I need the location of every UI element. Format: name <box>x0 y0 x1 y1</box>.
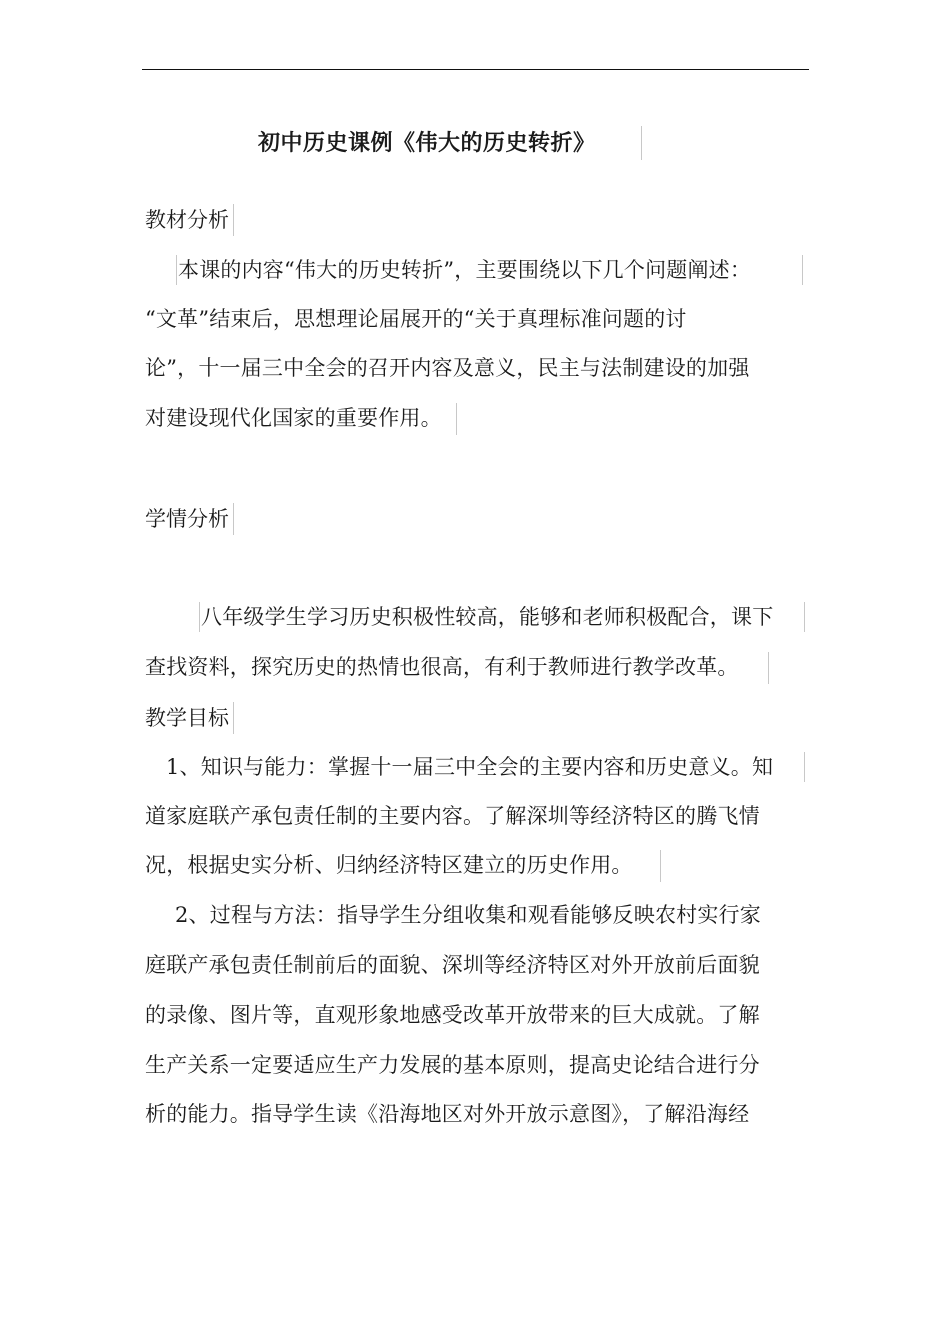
text-cursor-mark <box>199 602 200 632</box>
paragraph-line: 2、过程与方法：指导学生分组收集和观看能够反映农村实行家 <box>175 903 761 927</box>
paragraph-line: 1、知识与能力：掌握十一届三中全会的主要内容和历史意义。知 <box>166 755 774 779</box>
text-cursor-mark <box>804 752 805 782</box>
paragraph-line: 八年级学生学习历史积极性较高，能够和老师积极配合，课下 <box>201 605 774 629</box>
header-rule <box>142 69 809 70</box>
text-cursor-mark <box>768 652 769 684</box>
text-cursor-mark <box>233 503 234 535</box>
text-cursor-mark <box>660 850 661 882</box>
paragraph-line: 道家庭联产承包责任制的主要内容。了解深圳等经济特区的腾飞情 <box>145 804 760 828</box>
paragraph-line: “文革”结束后，思想理论届展开的“关于真理标准问题的讨 <box>145 307 687 331</box>
paragraph-line: 对建设现代化国家的重要作用。 <box>145 406 442 430</box>
text-cursor-mark <box>233 204 234 236</box>
text-cursor-mark <box>641 126 642 160</box>
paragraph-line: 况，根据史实分析、归纳经济特区建立的历史作用。 <box>145 853 633 877</box>
section-heading-materials: 教材分析 <box>145 208 229 232</box>
paragraph-line: 生产关系一定要适应生产力发展的基本原则，提高史论结合进行分 <box>145 1053 760 1077</box>
text-cursor-mark <box>802 255 803 285</box>
text-cursor-mark <box>456 403 457 435</box>
paragraph-line: 的录像、图片等，直观形象地感受改革开放带来的巨大成就。了解 <box>145 1003 760 1027</box>
text-cursor-mark <box>176 255 177 285</box>
section-heading-objectives: 教学目标 <box>145 706 229 730</box>
section-heading-learners: 学情分析 <box>145 507 229 531</box>
paragraph-line: 查找资料，探究历史的热情也很高，有利于教师进行教学改革。 <box>145 655 739 679</box>
paragraph-line: 本课的内容“伟大的历史转折”，主要围绕以下几个问题阐述： <box>178 258 752 282</box>
text-cursor-mark <box>804 602 805 632</box>
paragraph-line: 析的能力。指导学生读《沿海地区对外开放示意图》，了解沿海经 <box>145 1102 750 1126</box>
paragraph-line: 庭联产承包责任制前后的面貌、深圳等经济特区对外开放前后面貌 <box>145 953 760 977</box>
paragraph-line: 论”，十一届三中全会的召开内容及意义，民主与法制建设的加强 <box>145 356 750 380</box>
document-title: 初中历史课例《伟大的历史转折》 <box>258 131 596 156</box>
text-cursor-mark <box>233 702 234 734</box>
